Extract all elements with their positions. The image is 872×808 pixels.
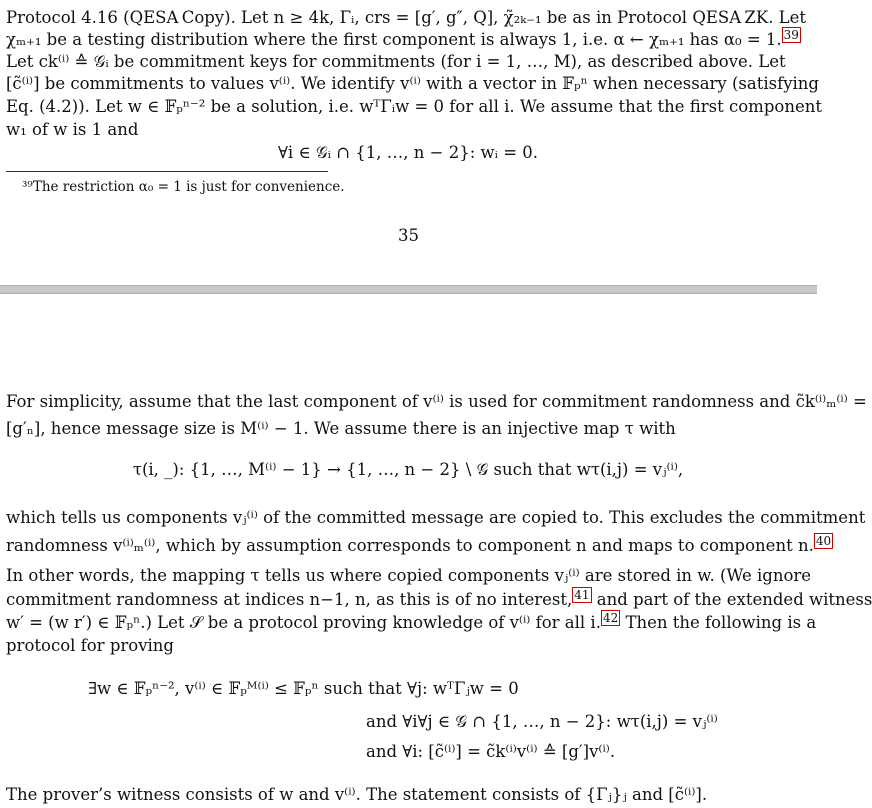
footnote-ref-41[interactable]: 41 — [574, 587, 590, 602]
text-line: Protocol 4.16 (QESA Copy). Let n ≥ 4k, Γᵢ, crs = [g′, g″, Q], χ̃₂ₖ₋₁ be as in Protocol QESA ZK. Let — [6, 8, 807, 27]
text-line: Let ck⁽ⁱ⁾ ≙ 𝒢ᵢ be commitment keys for commitments (for i = 1, …, M), as described above. Let — [6, 52, 786, 71]
text-line: w₁ of w is 1 and — [6, 120, 139, 139]
text-line: [g′ₙ], hence message size is M⁽ⁱ⁾ − 1. We assume there is an injective map τ with — [6, 419, 676, 438]
page-number: 35 — [398, 226, 419, 245]
text-line: In other words, the mapping τ tells us where copied components vⱼ⁽ⁱ⁾ are stored in w. (We ignore — [6, 566, 812, 585]
display-equation: ∀i ∈ 𝒢ᵢ ∩ {1, …, n − 2}: wᵢ = 0. — [277, 143, 539, 162]
text-line: The prover’s witness consists of w and v⁽ⁱ⁾. The statement consists of {Γⱼ}ⱼ and [c̃⁽ⁱ⁾]. — [6, 785, 708, 804]
text-line: χₘ₊₁ be a testing distribution where the first component is always 1, i.e. α ← χₘ₊₁ has α₀ = 1. $^{39}$ — [6, 27, 799, 49]
footnote-ref-40[interactable]: 40 — [815, 533, 832, 548]
footnote-rule — [6, 171, 328, 172]
text-line: For simplicity, assume that the last component of v⁽ⁱ⁾ is used for commitment randomness and c̃k⁽ⁱ⁾ₘ⁽ⁱ⁾ = — [6, 392, 867, 411]
display-equation-1: ∃w ∈ 𝔽ₚⁿ⁻², v⁽ⁱ⁾ ∈ 𝔽ₚᴹ⁽ⁱ⁾ ≤ 𝔽ₚⁿ such that ∀j: wᵀΓⱼw = 0 — [88, 679, 519, 698]
text-line: [c̃⁽ⁱ⁾] be commitments to values v⁽ⁱ⁾. We identify v⁽ⁱ⁾ with a vector in 𝔽ₚⁿ when necessary (satisfying — [6, 74, 819, 93]
page-36 — [0, 294, 872, 808]
text-line: protocol for proving — [6, 636, 174, 655]
display-equation-2: and ∀i∀j ∈ 𝒢 ∩ {1, …, n − 2}: wτ(i,j) = vⱼ⁽ⁱ⁾ — [366, 712, 718, 731]
text-line: commitment randomness at indices n−1, n, as this is of no interest, $^{41}$ and part of the extended witness — [6, 587, 872, 609]
page-separator — [0, 285, 817, 294]
display-equation-3: and ∀i: [c̃⁽ⁱ⁾] = c̃k⁽ⁱ⁾v⁽ⁱ⁾ ≙ [g′]v⁽ⁱ⁾. — [366, 742, 616, 761]
text-line: randomness v⁽ⁱ⁾ₘ⁽ⁱ⁾, which by assumption corresponds to component n and maps to component n. $^{40}$ — [6, 533, 832, 555]
text-line: Eq. (4.2)). Let w ∈ 𝔽ₚⁿ⁻² be a solution, i.e. wᵀΓᵢw = 0 for all i. We assume that the first component — [6, 97, 822, 116]
page-35 — [0, 0, 822, 285]
footnote-39: ³⁹The restriction α₀ = 1 is just for convenience. — [22, 179, 345, 195]
text-line: w′ = (w r′) ∈ 𝔽ₚⁿ.) Let 𝒮 be a protocol proving knowledge of v⁽ⁱ⁾ for all i. $^{42}$ Then the following is a — [6, 610, 817, 632]
footnote-ref-39[interactable]: 39 — [783, 27, 799, 42]
text-line: which tells us components vⱼ⁽ⁱ⁾ of the committed message are copied to. This excludes the commitment — [6, 508, 866, 527]
map-equation: τ(i, _): {1, …, M⁽ⁱ⁾ − 1} → {1, …, n − 2} \ 𝒢 such that wτ(i,j) = vⱼ⁽ⁱ⁾, — [132, 460, 684, 479]
footnote-ref-42[interactable]: 42 — [602, 610, 619, 625]
